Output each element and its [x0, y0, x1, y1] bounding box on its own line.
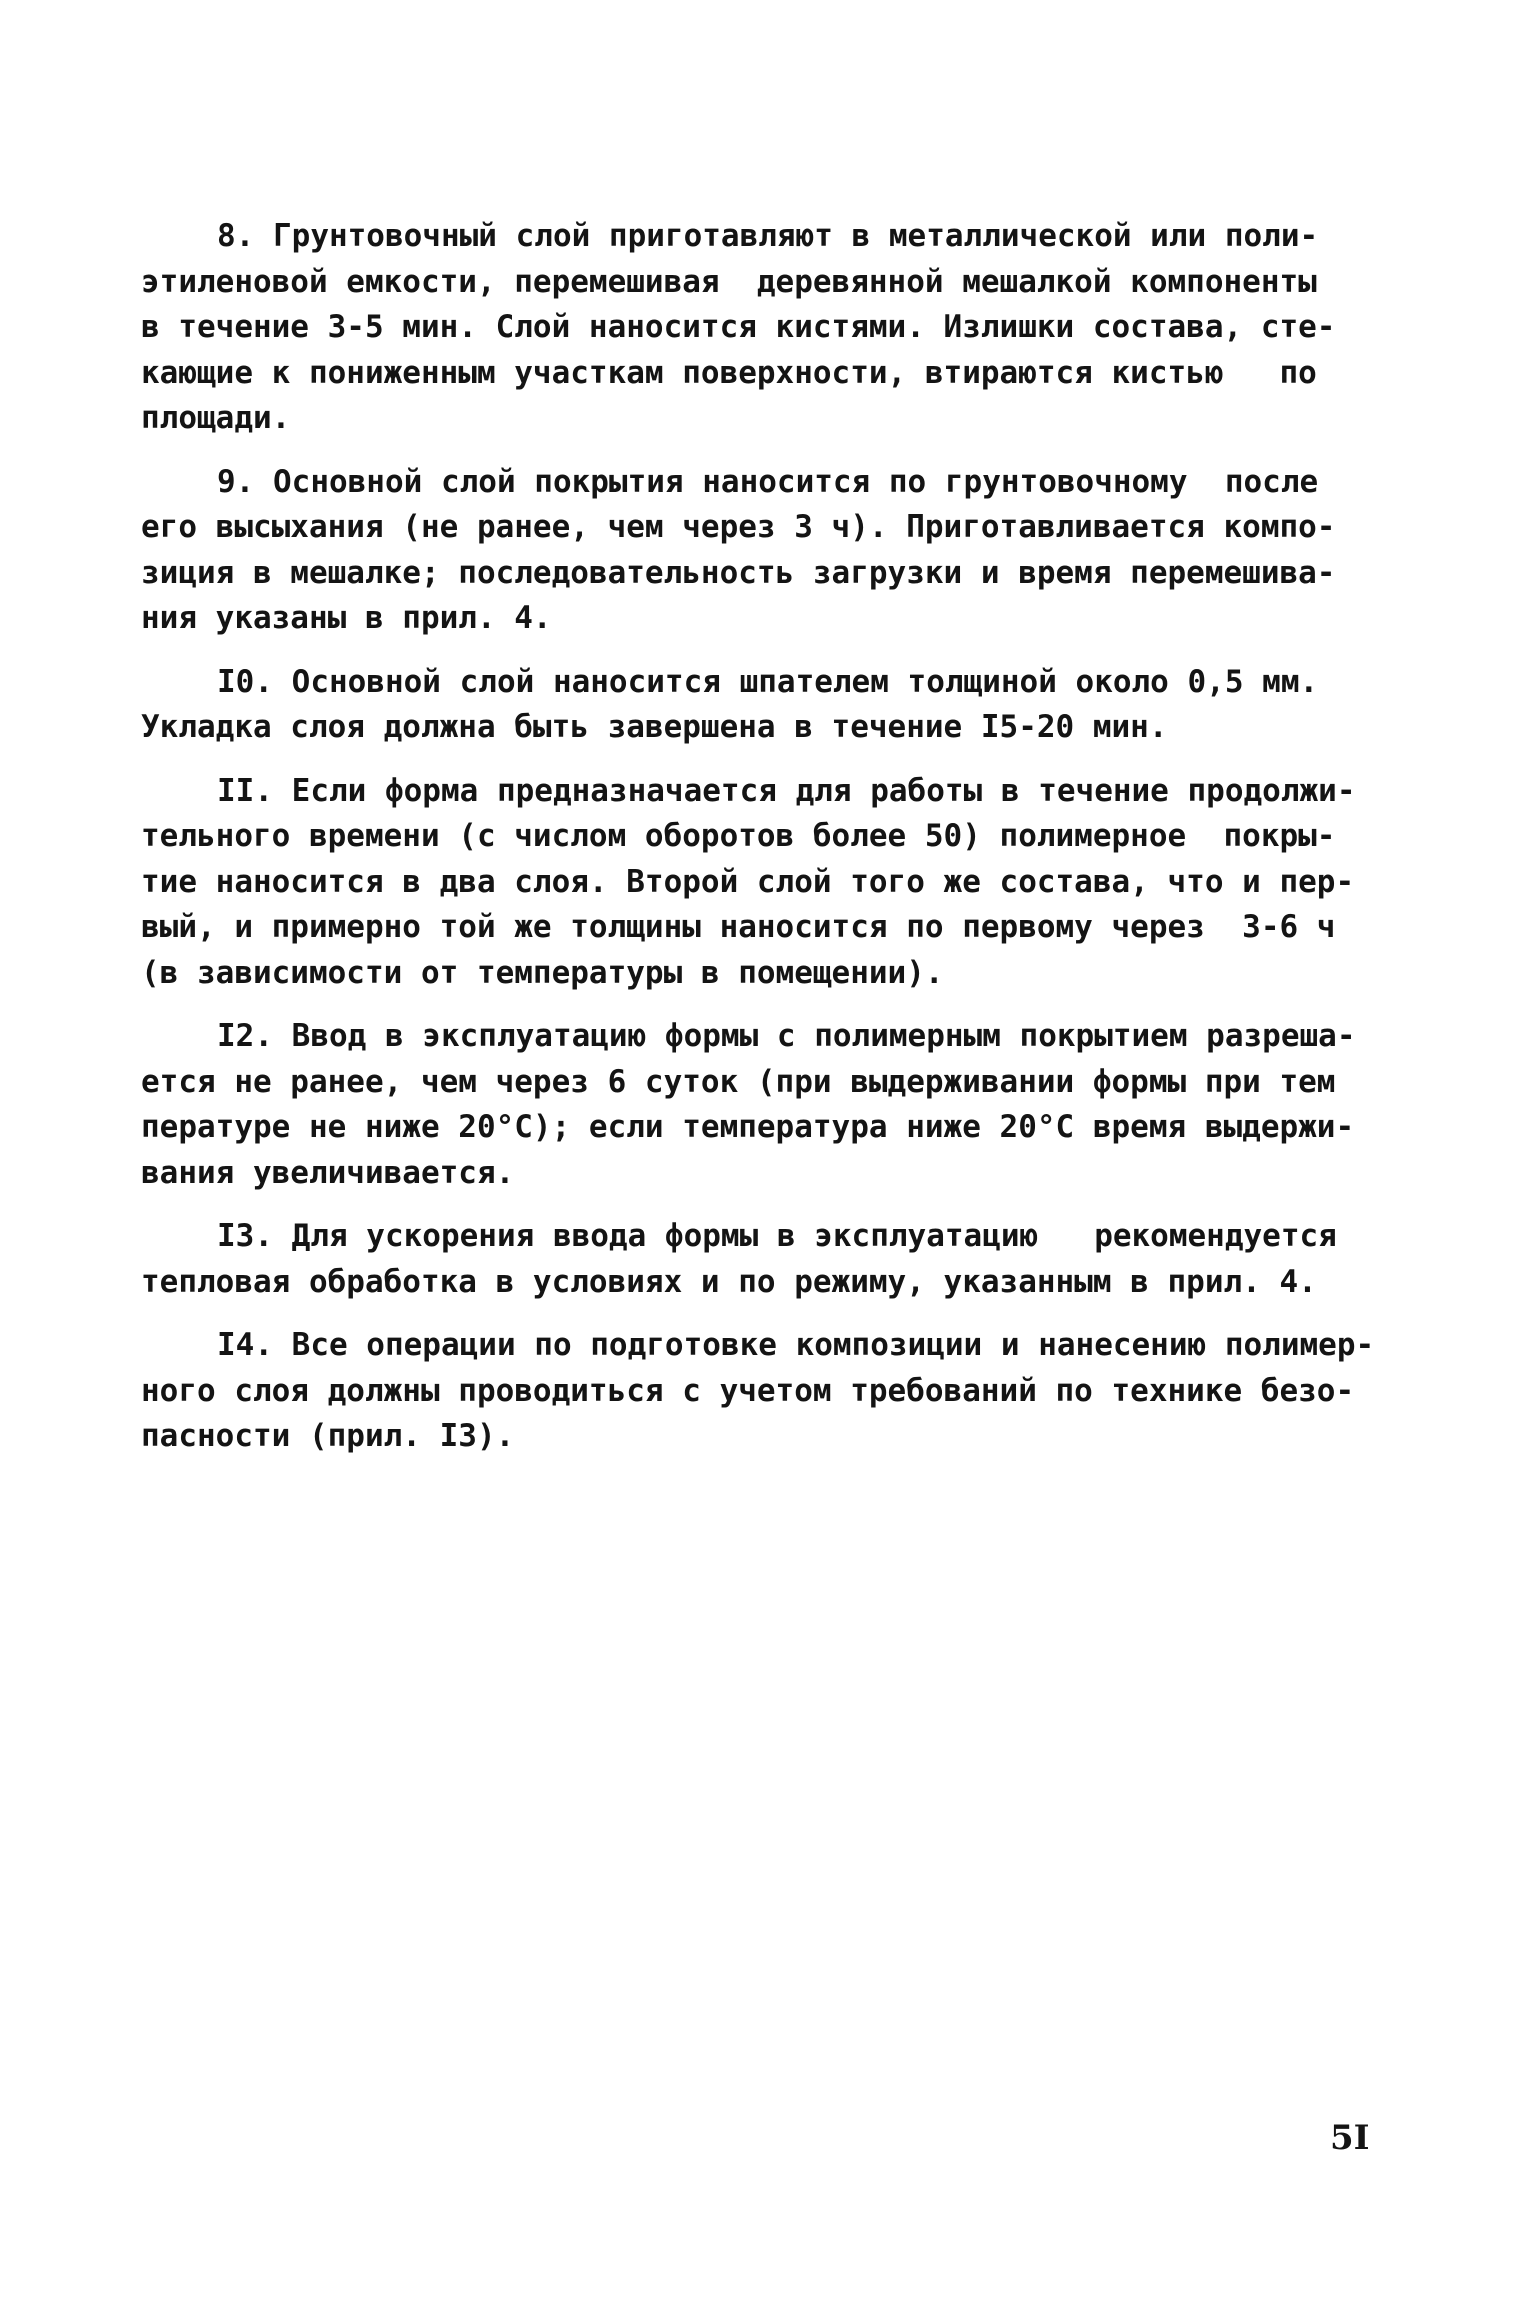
body-text [141, 214, 1381, 1478]
text-line: этиленовой емкости, перемешивая деревянной мешалкой компоненты [141, 263, 1317, 300]
paragraph-14 [141, 1323, 1381, 1460]
text-line: ного слоя должны проводиться с учетом требований по технике безо- [141, 1372, 1355, 1409]
text-line: пасности (прил. I3). [141, 1418, 515, 1454]
text-line: в течение 3-5 мин. Слой наносится кистями. Излишки состава, сте- [141, 309, 1336, 345]
text-line: вый, и примерно той же толщины наносится по первому через 3-6 ч [141, 909, 1336, 945]
text-line: 8. Грунтовочный слой приготавляют в металлической или поли- [217, 218, 1319, 254]
text-line: II. Если форма предназначается для работы в течение продолжи- [217, 772, 1356, 809]
text-line: зиция в мешалке; последовательность загрузки и время перемешива- [141, 554, 1336, 591]
text-line: ния указаны в прил. 4. [141, 600, 552, 636]
paragraph-9 [141, 460, 1381, 642]
text-line: пературе не ниже 20°С); если температура ниже 20°С время выдержи- [141, 1109, 1355, 1145]
text-line: ется не ранее, чем через 6 суток (при выдерживании формы при тем [141, 1063, 1336, 1100]
text-line: I3. Для ускорения ввода формы в эксплуатацию рекомендуется [217, 1218, 1337, 1254]
text-line: I4. Все операции по подготовке композиции и нанесению полимер- [217, 1327, 1375, 1363]
text-line: тельного времени (с числом оборотов более 50) полимерное покры- [141, 818, 1336, 854]
paragraph-12 [141, 1014, 1381, 1196]
paragraph-13 [141, 1214, 1381, 1305]
text-line: кающие к пониженным участкам поверхности, втираются кистью по [141, 354, 1317, 391]
page-number: 5I [1330, 2118, 1370, 2158]
text-line: площади. [141, 400, 291, 436]
paragraph-11 [141, 769, 1381, 997]
text-line: его высыхания (не ранее, чем через 3 ч). Приготавливается компо- [141, 509, 1336, 545]
paragraph-8 [141, 214, 1381, 442]
text-line: I0. Основной слой наносится шпателем толщиной около 0,5 мм. [217, 663, 1319, 700]
text-line: I2. Ввод в эксплуатацию формы с полимерным покрытием разреша- [217, 1018, 1356, 1054]
text-line: вания увеличивается. [141, 1154, 515, 1191]
paragraph-10 [141, 660, 1381, 751]
text-line: 9. Основной слой покрытия наносится по грунтовочному после [217, 463, 1319, 500]
text-line: тие наносится в два слоя. Второй слой того же состава, что и пер- [141, 863, 1355, 900]
text-line: Укладка слоя должна быть завершена в течение I5-20 мин. [141, 709, 1168, 745]
text-line: тепловая обработка в условиях и по режиму, указанным в прил. 4. [141, 1263, 1317, 1300]
text-line: (в зависимости от температуры в помещении). [141, 954, 944, 991]
